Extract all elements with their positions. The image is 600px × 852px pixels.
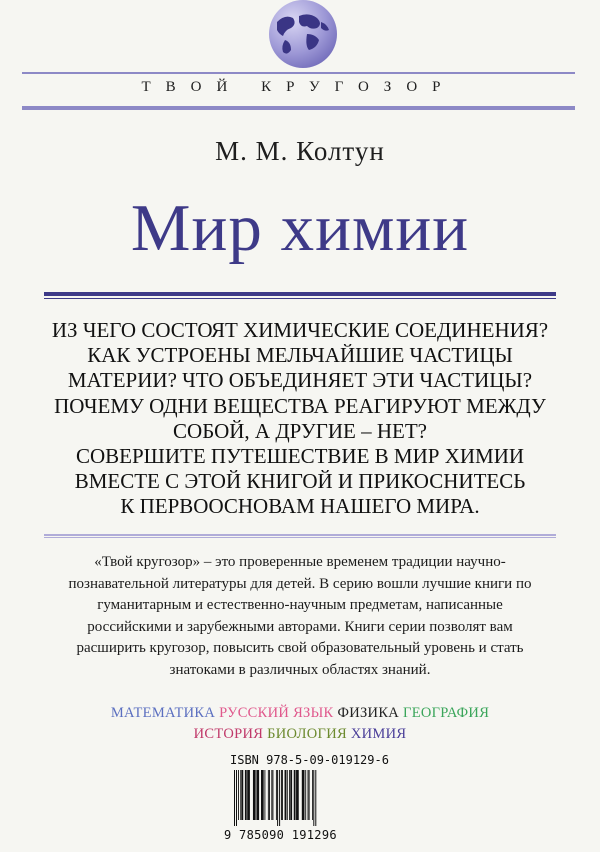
barcode-bar xyxy=(315,770,316,826)
subject-geography: ГЕОГРАФИЯ xyxy=(403,705,490,721)
teaser-line: ИЗ ЧЕГО СОСТОЯТ ХИМИЧЕСКИЕ СОЕДИНЕНИЯ? xyxy=(51,318,549,342)
description-line: российскими и зарубежными авторами. Книги серии позволят вам xyxy=(87,618,513,635)
teaser-line: ВМЕСТЕ С ЭТОЙ КНИГОЙ И ПРИКОСНИТЕСЬ xyxy=(74,469,526,494)
subject-physics: ФИЗИКА xyxy=(337,705,400,721)
isbn-label: ISBN 978-5-09-019129-6 xyxy=(230,753,389,767)
subject-list xyxy=(0,703,600,745)
barcode-bar xyxy=(279,770,280,826)
series-description xyxy=(40,552,560,681)
barcode xyxy=(232,770,360,826)
barcode-bar xyxy=(289,770,290,820)
subject-math: МАТЕМАТИКА xyxy=(110,705,216,721)
barcode-bar xyxy=(234,770,235,826)
barcode-bar xyxy=(296,770,299,820)
barcode-bar xyxy=(264,770,265,820)
title-divider xyxy=(44,292,556,296)
barcode-bar xyxy=(241,770,243,820)
barcode-bar xyxy=(269,770,270,820)
description-line: расширить кругозор, повысить свой образовательный уровень и стать xyxy=(76,640,524,656)
barcode-bar xyxy=(312,770,313,820)
barcode-bar xyxy=(261,770,264,820)
barcode-bar xyxy=(281,770,283,820)
teaser-line: К ПЕРВООСНОВАМ НАШЕГО МИРА. xyxy=(120,494,480,519)
barcode-bar xyxy=(287,770,288,820)
teaser-line: МАТЕРИИ? ЧТО ОБЪЕДИНЯЕТ ЭТИ ЧАСТИЦЫ? xyxy=(67,368,533,393)
barcode-bar xyxy=(238,770,239,820)
series-name: ТВОЙ КРУГОЗОР xyxy=(141,79,456,95)
subject-russian: РУССКИЙ ЯЗЫК xyxy=(219,705,334,721)
teaser-questions xyxy=(20,318,580,520)
subject-chemistry: ХИМИЯ xyxy=(350,726,407,742)
barcode-digits: 9 785090 191296 xyxy=(224,828,337,842)
barcode-bar xyxy=(247,770,250,820)
subject-biology: БИОЛОГИЯ xyxy=(267,726,347,742)
barcode-bar xyxy=(273,770,274,820)
barcode-bar xyxy=(276,770,277,820)
barcode-bar xyxy=(290,770,292,820)
barcode-bar xyxy=(245,770,247,820)
teaser-line: СОБОЙ, А ДРУГИЕ – НЕТ? xyxy=(173,418,427,443)
teaser-line: ПОЧЕМУ ОДНИ ВЕЩЕСТВА РЕАГИРУЮТ МЕЖДУ xyxy=(54,393,546,418)
barcode-bar xyxy=(271,770,272,820)
subject-history: ИСТОРИЯ xyxy=(193,726,264,742)
barcode-bar xyxy=(236,770,237,826)
barcode-bar xyxy=(308,770,309,820)
title-divider-thin xyxy=(44,298,556,299)
book-author: М. М. Колтун xyxy=(215,136,385,166)
description-line: гуманитарным и естественно-научным предметам, написанные xyxy=(97,597,503,613)
barcode-bar xyxy=(285,770,287,820)
series-band xyxy=(22,72,575,108)
barcode-bar xyxy=(313,770,314,826)
description-line: познавательной литературы для детей. В серию вошли лучшие книги по xyxy=(68,575,532,592)
barcode-bar xyxy=(268,770,269,820)
description-divider xyxy=(44,534,556,536)
teaser-line: КАК УСТРОЕНЫ МЕЛЬЧАЙШИЕ ЧАСТИЦЫ xyxy=(87,343,513,368)
barcode-bar xyxy=(253,770,256,820)
barcode-bar xyxy=(294,770,296,820)
teaser-line: СОВЕРШИТЕ ПУТЕШЕСТВИЕ В МИР ХИМИИ xyxy=(75,444,525,469)
description-line: «Твой кругозор» – это проверенные временем традиции научно- xyxy=(94,554,506,570)
globe-emblem-icon xyxy=(255,0,351,72)
barcode-bar xyxy=(302,770,305,820)
description-divider-thin xyxy=(44,537,556,538)
book-title: Мир химии xyxy=(130,191,470,265)
description-line: знатоками в различных областях знаний. xyxy=(169,661,431,678)
barcode-bar xyxy=(256,770,259,820)
barcode-bar xyxy=(277,770,278,826)
barcode-bar xyxy=(305,770,306,820)
barcode-bar xyxy=(240,770,241,820)
barcode-bar xyxy=(309,770,310,820)
